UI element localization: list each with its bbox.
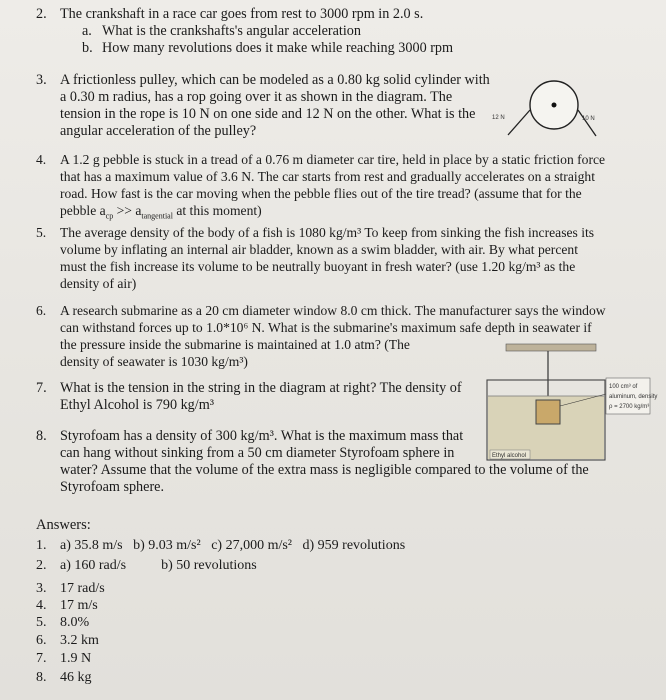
question-text-line bbox=[60, 202, 605, 225]
answer-row bbox=[36, 669, 92, 686]
question-text-line: A 1.2 g pebble is stuck in a tread of a 0.76 m diameter car tire, held in place by a static friction force bbox=[60, 152, 606, 167]
question-text-line: What is the tension in the string in the diagram at right? The density of bbox=[60, 380, 462, 396]
question-text-line: A frictionless pulley, which can be modeled as a 0.80 kg solid cylinder with bbox=[60, 72, 490, 88]
answer-number: 7. bbox=[36, 651, 47, 666]
answer-text: a) 35.8 m/s b) 9.03 m/s² c) 27,000 m/s² d) 959 revolutions bbox=[60, 538, 406, 553]
pulley-diagram bbox=[488, 80, 608, 138]
question-text-line: water? Assume that the volume of the extra mass is negligible compared to the volume of the bbox=[60, 462, 589, 478]
question-number: 8. bbox=[36, 428, 47, 444]
question-text-line: Styrofoam has a density of 300 kg/m³. What is the maximum mass that bbox=[60, 428, 464, 444]
answer-row bbox=[36, 614, 89, 631]
question-text: The crankshaft in a race car goes from rest to 3000 rpm in 2.0 s. bbox=[60, 6, 424, 22]
answer-row bbox=[36, 632, 99, 649]
answer-text: 1.9 N bbox=[60, 651, 92, 666]
answer-number: 1. bbox=[36, 538, 47, 553]
question-number: 3. bbox=[36, 72, 47, 88]
subscript: cp bbox=[105, 211, 114, 221]
question-text-line: angular acceleration of the pulley? bbox=[60, 123, 257, 139]
answer-row bbox=[36, 597, 98, 614]
question-2 bbox=[36, 6, 453, 57]
subquestion-label: b. bbox=[82, 40, 93, 56]
pulley-axle bbox=[552, 103, 557, 108]
text-fragment: at this moment) bbox=[172, 203, 262, 218]
answer-text: 8.0% bbox=[60, 615, 90, 630]
answer-text: 17 rad/s bbox=[60, 581, 105, 596]
question-number: 2. bbox=[36, 6, 47, 22]
subscript: tangential bbox=[141, 211, 173, 221]
answer-number: 2. bbox=[36, 558, 47, 573]
question-text-line: the pressure inside the submarine is maintained at 1.0 atm? (The bbox=[60, 337, 410, 352]
liquid-label: Ethyl alcohol bbox=[492, 453, 527, 459]
question-text-line: A research submarine as a 20 cm diameter window 8.0 cm thick. The manufacturer says the window bbox=[60, 303, 606, 318]
question-3 bbox=[36, 72, 490, 140]
question-4 bbox=[36, 151, 605, 225]
question-text-line: tension in the rope is 10 N on one side and 12 N on the other. What is the bbox=[60, 106, 476, 122]
answer-number: 4. bbox=[36, 598, 47, 613]
question-text-line: road. How fast is the car moving when the pebble flies out of the tire tread? (assume that for the bbox=[60, 186, 582, 201]
right-tension-label: 10 N bbox=[582, 116, 595, 122]
left-tension-label: 12 N bbox=[492, 115, 505, 121]
question-number: 4. bbox=[36, 152, 47, 167]
subquestion-b bbox=[82, 40, 453, 57]
subquestion-label: a. bbox=[82, 23, 92, 39]
question-7 bbox=[36, 380, 462, 414]
text-fragment: >> a bbox=[113, 203, 142, 218]
answer-text: a) 160 rad/s b) 50 revolutions bbox=[60, 558, 257, 573]
question-text-line: can hang without sinking from a 50 cm diameter Styrofoam sphere in bbox=[60, 445, 455, 461]
subquestion-text: What is the crankshafts's angular acceleration bbox=[102, 23, 361, 39]
answer-row bbox=[36, 650, 91, 667]
note-line: 100 cm³ of bbox=[609, 384, 638, 390]
subquestion-a bbox=[82, 23, 453, 40]
question-number: 7. bbox=[36, 380, 47, 396]
question-text-line: density of air) bbox=[60, 276, 137, 291]
answer-number: 5. bbox=[36, 615, 47, 630]
answer-number: 8. bbox=[36, 670, 47, 685]
answer-number: 3. bbox=[36, 581, 47, 596]
answers-heading: Answers: bbox=[36, 517, 91, 533]
note-line: aluminum, density bbox=[609, 394, 658, 400]
note-line: ρ = 2700 kg/m³ bbox=[609, 404, 650, 410]
question-number: 6. bbox=[36, 303, 47, 318]
question-text-line: The average density of the body of a fish is 1080 kg/m³ To keep from sinking the fish increases its bbox=[60, 225, 595, 240]
question-text-line: density of seawater is 1030 kg/m³) bbox=[60, 354, 248, 369]
question-5 bbox=[36, 224, 594, 292]
answer-row bbox=[36, 580, 105, 597]
answer-number: 6. bbox=[36, 633, 47, 648]
question-text-line: must the fish increase its volume to be neutrally buoyant in fresh water? (use 1.20 kg/m³ as the bbox=[60, 259, 576, 274]
question-text-line: Styrofoam sphere. bbox=[60, 479, 165, 495]
answer-text: 46 kg bbox=[60, 670, 92, 685]
question-text-line: can withstand forces up to 1.0*10⁶ N. What is the submarine's maximum safe depth in seawater if bbox=[60, 320, 592, 335]
question-text-line: a 0.30 m radius, has a rop going over it as shown in the diagram. The bbox=[60, 89, 453, 105]
aluminum-block bbox=[536, 400, 560, 424]
question-text-line: that has a maximum value of 3.6 N. The car starts from rest and gradually accelerates on a straight bbox=[60, 169, 596, 184]
text-fragment: pebble a bbox=[60, 203, 106, 218]
subquestion-text: How many revolutions does it make while reaching 3000 rpm bbox=[102, 40, 454, 56]
question-8 bbox=[36, 428, 589, 496]
question-number: 5. bbox=[36, 225, 47, 240]
answer-row bbox=[36, 537, 405, 554]
support-bar bbox=[506, 344, 596, 351]
question-text-line: volume by inflating an internal air bladder, known as a swim bladder, with air. By what percent bbox=[60, 242, 578, 257]
answer-text: 17 m/s bbox=[60, 598, 98, 613]
answer-text: 3.2 km bbox=[60, 633, 99, 648]
answer-row bbox=[36, 557, 257, 574]
question-text-line: Ethyl Alcohol is 790 kg/m³ bbox=[60, 397, 215, 413]
